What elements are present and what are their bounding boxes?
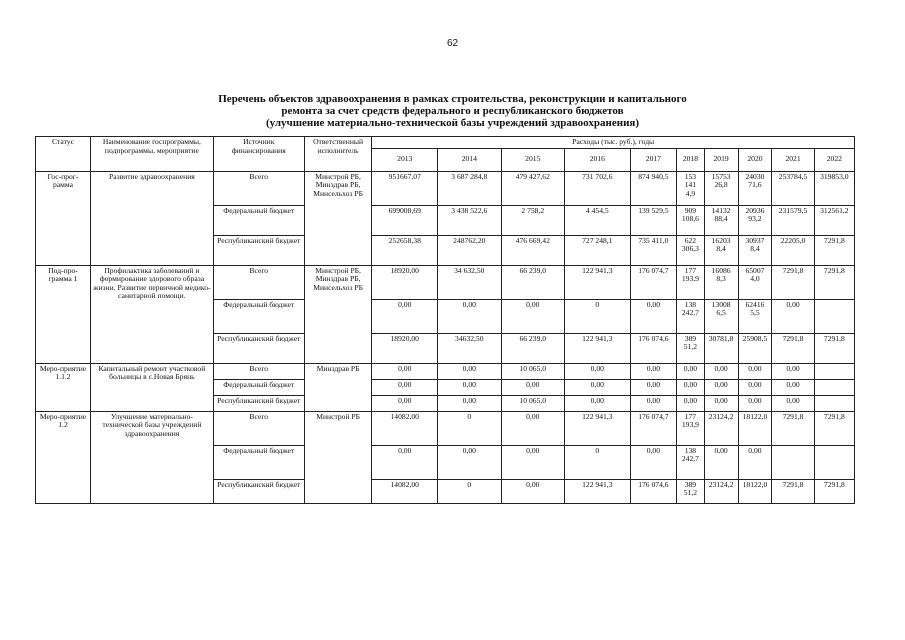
value-cell: 4 454,5 — [565, 205, 631, 235]
value-cell: 476 669,42 — [501, 235, 564, 265]
header-year: 2017 — [630, 148, 677, 171]
value-cell: 0,00 — [501, 379, 564, 395]
value-cell: 0,00 — [438, 445, 501, 479]
value-cell: 7291,8 — [772, 479, 814, 503]
value-cell: 14132 88,4 — [704, 205, 738, 235]
row-source: Всего — [213, 411, 304, 445]
row-source: Всего — [213, 265, 304, 299]
row-responsible: Минстрой РБ, Минздрав РБ, Минсельхоз РБ — [304, 265, 372, 363]
value-cell: 874 940,5 — [630, 171, 677, 205]
value-cell: 177 193,9 — [677, 265, 705, 299]
value-cell: 176 074,6 — [630, 479, 677, 503]
value-cell: 0,00 — [372, 445, 438, 479]
value-cell: 139 529,5 — [630, 205, 677, 235]
value-cell: 231579,5 — [772, 205, 814, 235]
row-source: Федеральный бюджет — [213, 379, 304, 395]
value-cell: 479 427,62 — [501, 171, 564, 205]
value-cell: 727 248,1 — [565, 235, 631, 265]
value-cell: 0,00 — [738, 379, 772, 395]
value-cell: 3 438 522,6 — [438, 205, 501, 235]
value-cell: 62416 5,5 — [738, 299, 772, 333]
value-cell — [814, 299, 854, 333]
value-cell: 0,00 — [438, 299, 501, 333]
value-cell: 252658,38 — [372, 235, 438, 265]
header-year: 2019 — [704, 148, 738, 171]
row-name: Улучшение материально-технической базы учреждений здравоохранения — [91, 411, 214, 503]
value-cell: 0 — [438, 479, 501, 503]
row-source: Республиканский бюджет — [213, 479, 304, 503]
value-cell: 176 074,7 — [630, 411, 677, 445]
value-cell: 138 242,7 — [677, 299, 705, 333]
value-cell: 18920,00 — [372, 265, 438, 299]
value-cell: 7291,8 — [814, 235, 854, 265]
header-status: Статус — [36, 137, 91, 172]
row-source: Республиканский бюджет — [213, 333, 304, 363]
value-cell: 0,00 — [372, 379, 438, 395]
row-source: Всего — [213, 363, 304, 379]
row-responsible: Минздрав РБ — [304, 363, 372, 411]
value-cell: 909 108,6 — [677, 205, 705, 235]
value-cell: 2 758,2 — [501, 205, 564, 235]
value-cell: 0,00 — [704, 395, 738, 411]
value-cell: 389 51,2 — [677, 479, 705, 503]
value-cell: 0,00 — [438, 395, 501, 411]
value-cell: 0,00 — [772, 379, 814, 395]
value-cell: 0,00 — [704, 379, 738, 395]
value-cell: 16203 8,4 — [704, 235, 738, 265]
header-year: 2021 — [772, 148, 814, 171]
value-cell: 14082,00 — [372, 479, 438, 503]
title-line-1: Перечень объектов здравоохранения в рамках строительства, реконструкции и капитального — [218, 93, 687, 105]
row-name: Профилактика заболеваний и формирование здорового образа жизни. Развитие первичной медико-санитарной помощи. — [91, 265, 214, 363]
value-cell: 0,00 — [704, 363, 738, 379]
header-row — [36, 137, 855, 149]
value-cell: 312561,2 — [814, 205, 854, 235]
value-cell: 122 941,3 — [565, 479, 631, 503]
value-cell: 0,00 — [501, 479, 564, 503]
value-cell: 7291,8 — [814, 333, 854, 363]
value-cell: 16086 8,3 — [704, 265, 738, 299]
value-cell: 177 193,9 — [677, 411, 705, 445]
value-cell: 0,00 — [630, 299, 677, 333]
value-cell: 253784,5 — [772, 171, 814, 205]
value-cell: 0,00 — [438, 363, 501, 379]
value-cell: 248762,20 — [438, 235, 501, 265]
header-year: 2016 — [565, 148, 631, 171]
value-cell: 0,00 — [630, 445, 677, 479]
header-year: 2022 — [814, 148, 854, 171]
value-cell: 24030 71,6 — [738, 171, 772, 205]
value-cell: 34 632,50 — [438, 265, 501, 299]
table-row — [36, 265, 855, 299]
value-cell: 176 074,7 — [630, 265, 677, 299]
value-cell: 0 — [565, 299, 631, 333]
value-cell: 7291,8 — [772, 265, 814, 299]
value-cell: 0,00 — [630, 363, 677, 379]
page-number: 62 — [446, 38, 459, 49]
value-cell: 7291,8 — [772, 333, 814, 363]
value-cell: 0,00 — [677, 379, 705, 395]
row-source: Всего — [213, 171, 304, 205]
value-cell: 18920,00 — [372, 333, 438, 363]
row-source: Федеральный бюджет — [213, 445, 304, 479]
value-cell — [814, 395, 854, 411]
row-source: Федеральный бюджет — [213, 299, 304, 333]
value-cell: 389 51,2 — [677, 333, 705, 363]
value-cell: 153 141 4,9 — [677, 171, 705, 205]
row-source: Федеральный бюджет — [213, 205, 304, 235]
value-cell: 176 074,6 — [630, 333, 677, 363]
header-year: 2015 — [501, 148, 564, 171]
header-year: 2014 — [438, 148, 501, 171]
value-cell — [772, 445, 814, 479]
value-cell: 15753 26,8 — [704, 171, 738, 205]
value-cell: 699008,69 — [372, 205, 438, 235]
value-cell — [814, 445, 854, 479]
value-cell: 0,00 — [738, 363, 772, 379]
value-cell: 0,00 — [738, 445, 772, 479]
value-cell: 7291,8 — [814, 411, 854, 445]
value-cell: 0,00 — [372, 395, 438, 411]
value-cell: 30781,8 — [704, 333, 738, 363]
value-cell: 622 306,3 — [677, 235, 705, 265]
value-cell: 10 065,0 — [501, 395, 564, 411]
value-cell: 14082,00 — [372, 411, 438, 445]
value-cell: 7291,8 — [814, 479, 854, 503]
value-cell: 138 242,7 — [677, 445, 705, 479]
document-title — [0, 93, 905, 129]
value-cell: 0,00 — [565, 395, 631, 411]
row-status: Меро-приятие 1.2 — [36, 411, 91, 503]
value-cell: 0,00 — [501, 411, 564, 445]
value-cell: 0,00 — [704, 445, 738, 479]
value-cell: 18122,0 — [738, 479, 772, 503]
value-cell: 122 941,3 — [565, 411, 631, 445]
value-cell: 731 702,6 — [565, 171, 631, 205]
value-cell: 7291,8 — [814, 265, 854, 299]
value-cell: 66 239,0 — [501, 265, 564, 299]
value-cell: 22205,0 — [772, 235, 814, 265]
header-year: 2018 — [677, 148, 705, 171]
value-cell: 0,00 — [565, 363, 631, 379]
value-cell — [814, 379, 854, 395]
title-line-2: ремонта за счет средств федерального и республиканского бюджетов — [281, 105, 624, 117]
row-name: Капитальный ремонт участковой больницы в с.Новая Брянь — [91, 363, 214, 411]
row-status: Под-про-грамма 1 — [36, 265, 91, 363]
value-cell: 0,00 — [772, 395, 814, 411]
value-cell: 122 941,3 — [565, 265, 631, 299]
header-expenses: Расходы (тыс. руб.), годы — [372, 137, 855, 149]
value-cell: 23124,2 — [704, 479, 738, 503]
value-cell: 0,00 — [738, 395, 772, 411]
row-name: Развитие здравоохранения — [91, 171, 214, 265]
value-cell: 20936 93,2 — [738, 205, 772, 235]
header-responsible: Ответственный исполнитель — [304, 137, 372, 172]
value-cell: 0,00 — [565, 379, 631, 395]
row-source: Республиканский бюджет — [213, 395, 304, 411]
header-source: Источник финансирования — [213, 137, 304, 172]
value-cell: 34632,50 — [438, 333, 501, 363]
value-cell: 23124,2 — [704, 411, 738, 445]
value-cell: 951667,07 — [372, 171, 438, 205]
table-body — [36, 171, 855, 503]
row-responsible: Минстрой РБ, Минздрав РБ, Минсельхоз РБ — [304, 171, 372, 265]
table-row — [36, 411, 855, 445]
value-cell: 18122,0 — [738, 411, 772, 445]
value-cell: 0 — [565, 445, 631, 479]
value-cell: 0,00 — [772, 299, 814, 333]
header-name: Наименование госпрограммы, подпрограммы, мероприятие — [91, 137, 214, 172]
header-year: 2020 — [738, 148, 772, 171]
value-cell: 0,00 — [372, 299, 438, 333]
value-cell: 0,00 — [677, 363, 705, 379]
value-cell: 0,00 — [501, 445, 564, 479]
title-line-3: (улучшение материально-технической базы учреждений здравоохранения) — [265, 117, 640, 129]
value-cell: 122 941,3 — [565, 333, 631, 363]
row-status: Гос-прог-рамма — [36, 171, 91, 265]
value-cell: 735 411,0 — [630, 235, 677, 265]
value-cell: 7291,8 — [772, 411, 814, 445]
value-cell: 0,00 — [438, 379, 501, 395]
value-cell: 0,00 — [630, 395, 677, 411]
value-cell: 0,00 — [772, 363, 814, 379]
value-cell: 0 — [438, 411, 501, 445]
value-cell: 13008 6,5 — [704, 299, 738, 333]
value-cell: 25908,5 — [738, 333, 772, 363]
value-cell: 0,00 — [501, 299, 564, 333]
row-status: Меро-приятие 1.1.2 — [36, 363, 91, 411]
value-cell: 0,00 — [372, 363, 438, 379]
funding-table — [35, 136, 855, 504]
value-cell: 3 687 284,8 — [438, 171, 501, 205]
row-source: Республиканский бюджет — [213, 235, 304, 265]
table-row — [36, 171, 855, 205]
value-cell: 0,00 — [630, 379, 677, 395]
value-cell — [814, 363, 854, 379]
value-cell: 10 065,0 — [501, 363, 564, 379]
table-row — [36, 363, 855, 379]
value-cell: 65007 4,0 — [738, 265, 772, 299]
value-cell: 30937 8,4 — [738, 235, 772, 265]
value-cell: 66 239,0 — [501, 333, 564, 363]
value-cell: 0,00 — [677, 395, 705, 411]
header-year: 2013 — [372, 148, 438, 171]
row-responsible: Минстрой РБ — [304, 411, 372, 503]
value-cell: 319853,0 — [814, 171, 854, 205]
